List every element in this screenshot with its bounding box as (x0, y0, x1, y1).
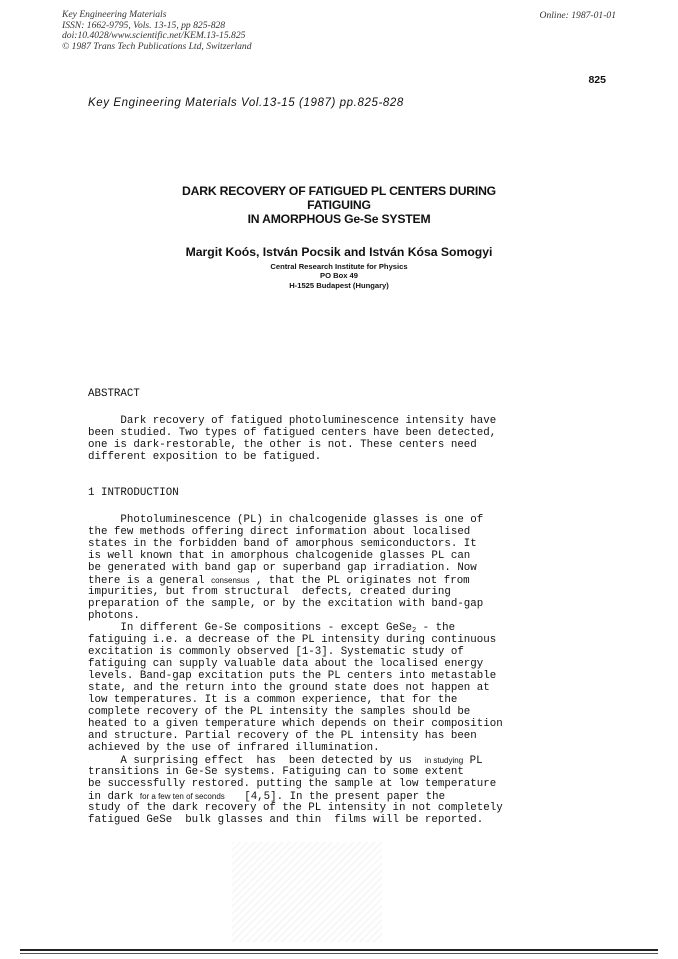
intro-line: impurities, but from structural defects, created during (88, 586, 451, 598)
abstract-line: different exposition to be fatigued. (88, 451, 322, 463)
intro-line: fatiguing i.e. a decrease of the PL intensity during continuous (88, 634, 497, 646)
meta-copyright: © 1987 Trans Tech Publications Ltd, Switzerland (62, 40, 252, 52)
scan-artifact (232, 842, 382, 942)
intro-line: complete recovery of the PL intensity the samples should be (88, 706, 471, 718)
intro-line-end: [4,5]. In the present paper the (224, 791, 446, 803)
page-number: 825 (588, 74, 606, 86)
intro-line: study of the dark recovery of the PL intensity in not completely (88, 802, 503, 814)
authors: Margit Koós, István Pocsik and István Kósa Somogyi (185, 245, 493, 259)
studying-insert: in studying (424, 756, 464, 765)
footer-rule (20, 953, 658, 954)
intro-line: levels. Band-gap excitation puts the PL centers into metastable (88, 670, 497, 682)
meta-doi[interactable]: doi:10.4028/www.scientific.net/KEM.13-15.825 (62, 30, 246, 42)
consensus-insert: consensus (211, 576, 250, 585)
few-ten-insert: for a few ten of seconds (139, 792, 225, 801)
meta-issn: ISSN: 1662-9795, Vols. 13-15, pp 825-828 (62, 19, 226, 31)
title-line: DARK RECOVERY OF FATIGUED PL CENTERS DURING (182, 184, 496, 198)
intro-line: heated to a given temperature which depends on their composition (88, 718, 503, 730)
publication-metadata (62, 10, 252, 52)
intro-line: state, and the return into the ground state does not happen at (88, 682, 490, 694)
abstract-line: one is dark-restorable, the other is not. These centers need (88, 439, 477, 451)
intro-line-start: In different Ge-Se compositions - except GeSe (88, 622, 412, 634)
intro-line: and structure. Partial recovery of the PL intensity has been (88, 730, 477, 742)
abstract-line: been studied. Two types of fatigued centers have been detected, (88, 427, 497, 439)
meta-journal: Key Engineering Materials (62, 9, 167, 20)
online-date: Online: 1987-01-01 (539, 10, 616, 21)
intro-line: be generated with band gap or superband gap irradiation. Now (88, 562, 477, 574)
intro-line: the few methods offering direct information about localised (88, 526, 471, 538)
intro-line-start: A surprising effect has been detected by us (88, 755, 425, 767)
intro-line-start: there is a general (88, 575, 212, 587)
intro-line: is well known that in amorphous chalcogenide glasses PL can (88, 550, 471, 562)
intro-line: excitation is commonly observed [1-3]. Systematic study of (88, 646, 464, 658)
intro-line: achieved by the use of infrared illumination. (88, 742, 380, 754)
intro-line-end: - the (416, 622, 456, 634)
affiliation (0, 262, 678, 290)
affiliation-line: Central Research Institute for Physics (270, 262, 408, 271)
intro-line: photons. (88, 610, 140, 622)
intro-line-start: in dark (88, 791, 140, 803)
subscript: 2 (411, 627, 417, 635)
intro-line: fatiguing can supply valuable data about the localised energy (88, 658, 484, 670)
title-line: IN AMORPHOUS Ge-Se SYSTEM (247, 212, 431, 226)
intro-line: low temperatures. It is a common experience, that for the (88, 694, 458, 706)
journal-citation: Key Engineering Materials Vol.13-15 (1987) pp.825-828 (88, 97, 404, 109)
title-line: FATIGUING (307, 198, 371, 212)
paper-title (0, 184, 678, 226)
affiliation-line: H-1525 Budapest (Hungary) (289, 280, 389, 290)
intro-line-end: , that the PL originates not from (249, 575, 470, 587)
abstract-heading: ABSTRACT (88, 388, 140, 400)
intro-line: be successfully restored. putting the sample at low temperature (88, 778, 497, 790)
footer-rule (20, 949, 658, 951)
abstract-line: Dark recovery of fatigued photoluminescence intensity have (88, 415, 497, 427)
intro-heading: 1 INTRODUCTION (88, 487, 179, 499)
intro-line: Photoluminescence (PL) in chalcogenide glasses is one of (88, 514, 484, 526)
intro-line-end: PL (463, 755, 483, 767)
intro-line: transitions in Ge-Se systems. Fatiguing can to some extent (88, 766, 464, 778)
affiliation-line: PO Box 49 (320, 271, 358, 281)
intro-line: states in the forbidden band of amorphous semiconductors. It (88, 538, 477, 550)
intro-line: preparation of the sample, or by the excitation with band-gap (88, 598, 484, 610)
intro-line: fatigued GeSe bulk glasses and thin films will be reported. (88, 814, 484, 826)
